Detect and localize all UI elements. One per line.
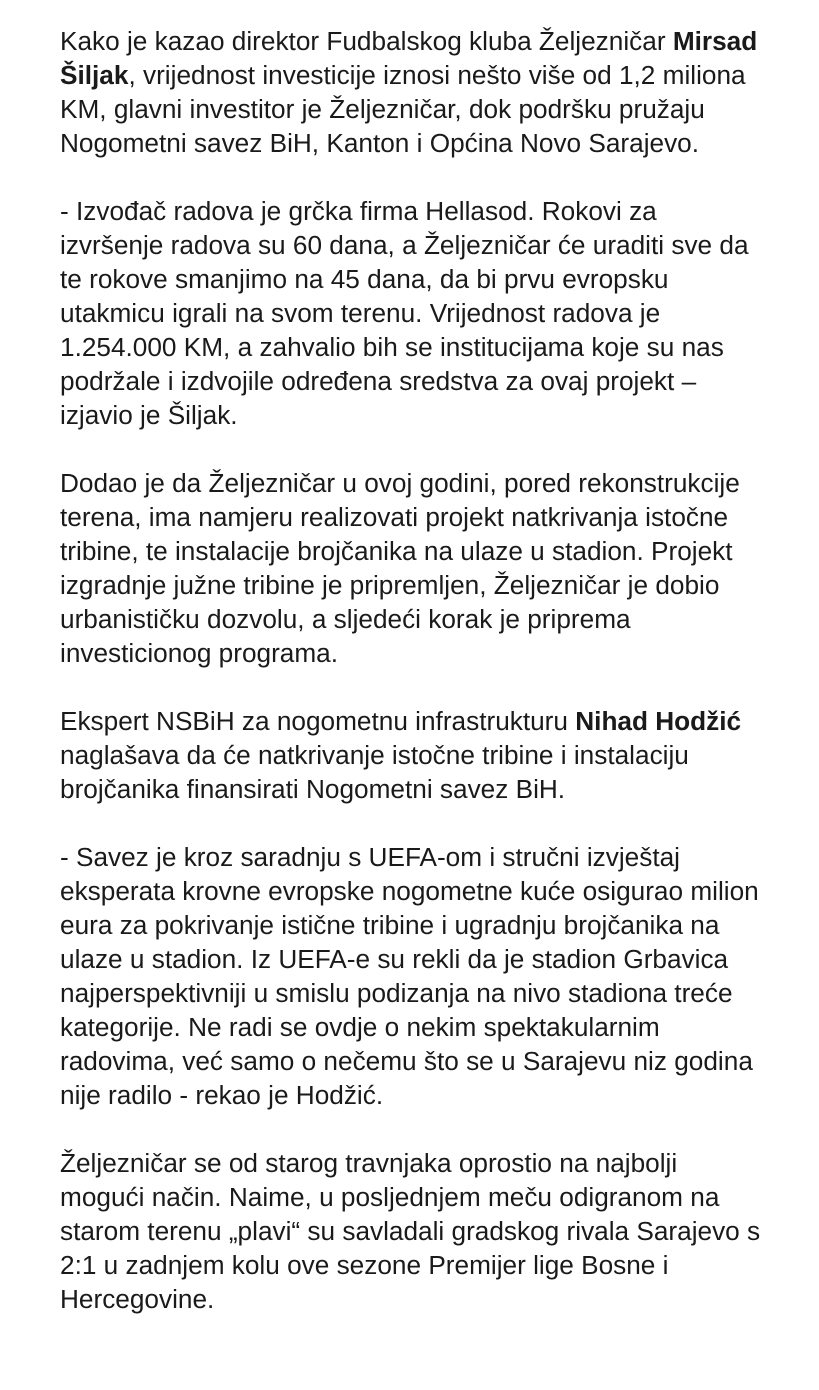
paragraph-plans: Dodao je da Željezničar u ovoj godini, pored rekonstrukcije terena, ima namjeru realizovati projekt natkrivanja istočne tribine, te instalacije brojčanika na ulaze u stadion. Projekt izgradnje južne tribine je pripremljen, Željezničar je dobio urbanističku dozvolu, a sljedeći korak je priprema investicionog programa. (60, 468, 740, 668)
person-name-siljak: Mirsad Šiljak (60, 26, 758, 90)
paragraph-farewell: Željezničar se od starog travnjaka oprostio na najbolji mogući način. Naime, u posljednjem meču odigranom na starom terenu „plavi“ su savladali gradskog rivala Sarajevo s 2:1 u zadnjem kolu ove sezone Premijer lige Bosne i Hercegovine. (60, 1148, 761, 1314)
paragraph-text: naglašava da će natkrivanje istočne tribine i instalaciju brojčanika finansirati Nogometni savez BiH. (60, 740, 689, 804)
paragraph-quote-siljak: - Izvođač radova je grčka firma Hellasod. Rokovi za izvršenje radova su 60 dana, a Željezničar će uraditi sve da te rokove smanjimo na 45 dana, da bi prvu evropsku utakmicu igrali na svom terenu. Vrijednost radova je 1.254.000 KM, a zahvalio bih se institucijama koje su nas podržale i izdvojile određena sredstva za ovaj projekt – izjavio je Šiljak. (60, 196, 749, 430)
paragraph-text: Ekspert NSBiH za nogometnu infrastrukturu (60, 706, 576, 736)
person-name-hodzic: Nihad Hodžić (575, 706, 742, 736)
paragraph-text: , vrijednost investicije iznosi nešto više od 1,2 miliona KM, glavni investitor je Željezničar, dok podršku pružaju Nogometni savez BiH, Kanton i Općina Novo Sarajevo. (60, 60, 746, 158)
article-body (60, 24, 765, 1316)
paragraph-expert (60, 704, 765, 806)
paragraph-investment (60, 24, 765, 160)
paragraph-text: Kako je kazao direktor Fudbalskog kluba Željezničar (60, 26, 673, 56)
paragraph-quote-hodzic: - Savez je kroz saradnju s UEFA-om i stručni izvještaj eksperata krovne evropske nogometne kuće osigurao milion eura za pokrivanje istične tribine i ugradnju brojčanika na ulaze u stadion. Iz UEFA-e su rekli da je stadion Grbavica najperspektivniji u smislu podizanja na nivo stadiona treće kategorije. Ne radi se ovdje o nekim spektakularnim radovima, već samo o nečemu što se u Sarajevu niz godina nije radilo - rekao je Hodžić. (60, 842, 759, 1110)
